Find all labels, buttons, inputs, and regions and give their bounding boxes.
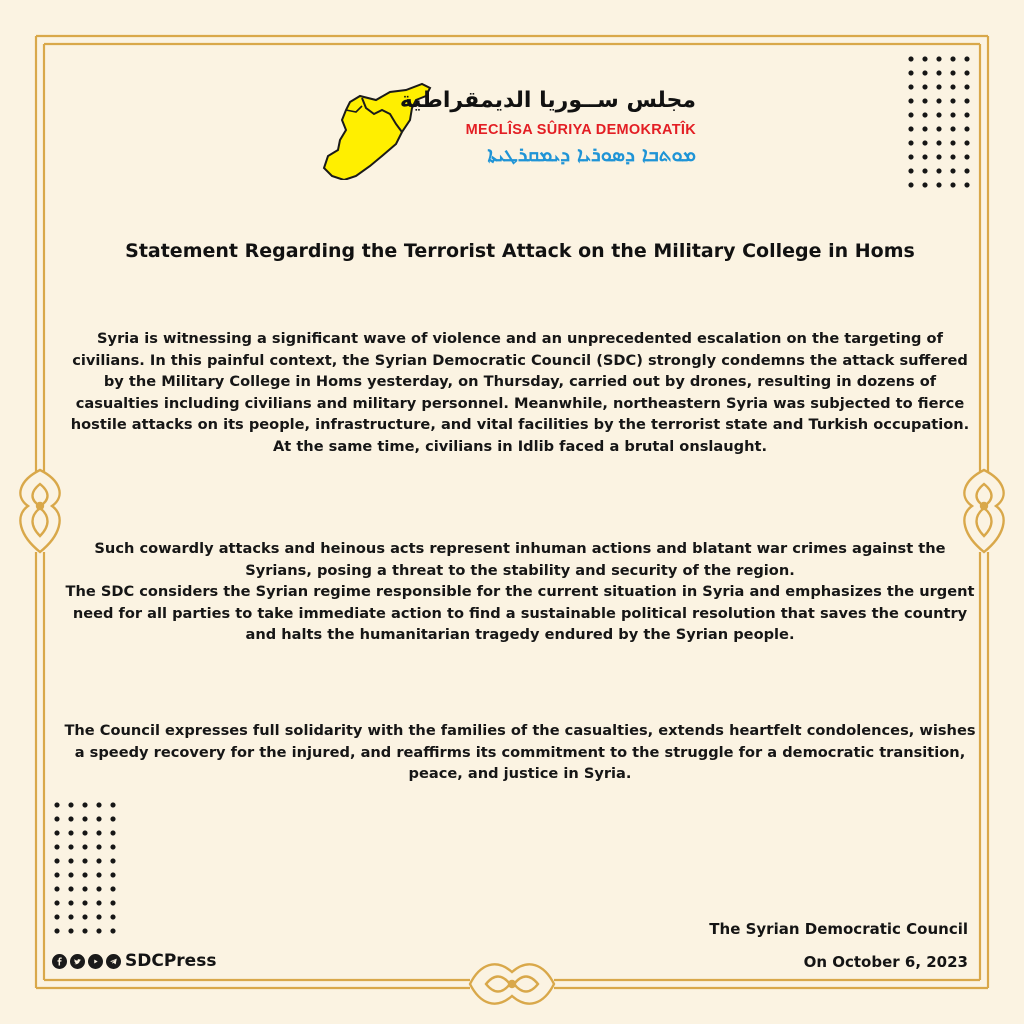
logo-kurdish-text: MECLÎSA SÛRIYA DEMOKRATÎK <box>465 122 696 138</box>
facebook-icon[interactable] <box>52 954 67 969</box>
signature-date: On October 6, 2023 <box>803 953 968 971</box>
paragraph-3-text: The Council expresses full solidarity with the families of the casualties, extends heartfelt condolences, wishes a speedy recovery for the injured, and reaffirms its commitment to the struggle for a democratic transition, peace, and justice in Syria. <box>64 722 976 782</box>
paragraph-2a-text: Such cowardly attacks and heinous acts represent inhuman actions and blatant war crimes against the Syrians, posing a threat to the stability and security of the region. <box>94 540 946 579</box>
statement-title: Statement Regarding the Terrorist Attack on the Military College in Homs <box>125 240 915 262</box>
signature-name: The Syrian Democratic Council <box>709 920 968 938</box>
sdc-logo <box>316 80 706 190</box>
dot-pattern-bottom-left <box>50 798 120 938</box>
left-ornament-icon <box>20 470 59 552</box>
paragraph-2b-text: The SDC considers the Syrian regime responsible for the current situation in Syria and emphasizes the urgent need for all parties to take immediate action to find a sustainable political resolution that saves the country and halts the humanitarian tragedy endured by the Syrian people. <box>65 583 975 643</box>
youtube-icon[interactable] <box>88 954 103 969</box>
social-links <box>52 949 216 973</box>
bottom-ornament-icon <box>470 964 554 1003</box>
logo-syriac-text: ܡܘܬܒܐ ܕܣܘܪܝܐ ܕܝܡܩܪܛܝܬܐ <box>487 142 696 166</box>
paragraph-3 <box>60 720 980 785</box>
logo-arabic-text: مجلس ســوريا الديمقراطية <box>399 88 696 113</box>
dot-pattern-top-right <box>904 52 974 192</box>
paragraph-1 <box>60 328 980 457</box>
telegram-icon[interactable] <box>106 954 121 969</box>
paragraph-2 <box>60 538 980 646</box>
social-handle[interactable]: SDCPress <box>125 951 217 971</box>
paragraph-1-text: Syria is witnessing a significant wave of violence and an unprecedented escalation on the targeting of civilians. In this painful context, the Syrian Democratic Council (SDC) strongly condemns the attack suffered by the Military College in Homs yesterday, on Thursday, carried out by drones, resulting in dozens of casualties including civilians and military personnel. Meanwhile, northeastern Syria was subjected to fierce hostile attacks on its people, infrastructure, and vital facilities by the terrorist state and Turkish occupation. At the same time, civilians in Idlib faced a brutal onslaught. <box>70 330 970 455</box>
twitter-icon[interactable] <box>70 954 85 969</box>
